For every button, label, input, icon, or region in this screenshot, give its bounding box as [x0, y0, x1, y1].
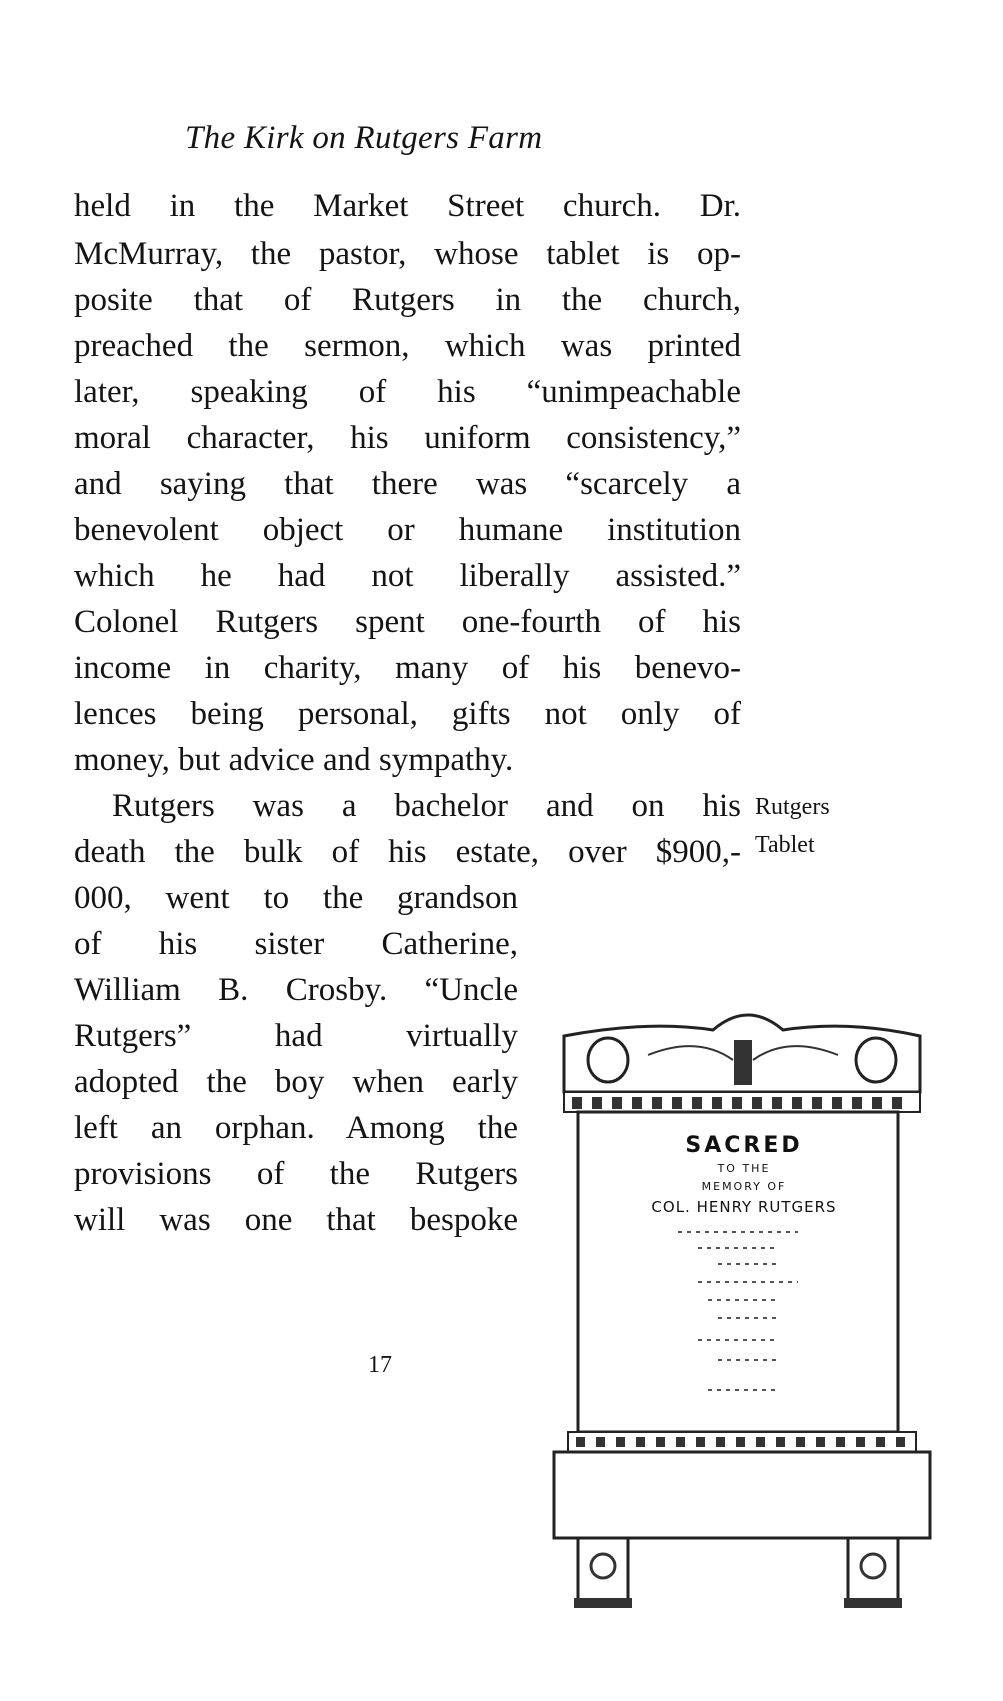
body-line: 000, went to the grandson — [74, 880, 518, 916]
tablet-line-memory: MEMORY OF — [701, 1180, 787, 1193]
body-line: William B. Crosby. “Uncle — [74, 972, 518, 1008]
tablet-line-name: COL. HENRY RUTGERS — [651, 1198, 837, 1216]
body-line: Rutgers” had virtually — [74, 1018, 518, 1054]
body-line: later, speaking of his “unimpeachable — [74, 374, 741, 410]
body-line: lences being personal, gifts not only of — [74, 696, 741, 732]
body-line: and saying that there was “scarcely a — [74, 466, 741, 502]
tablet-line-sacred: SACRED — [685, 1133, 803, 1158]
body-line: Rutgers was a bachelor and on his — [112, 788, 741, 824]
body-line: provisions of the Rutgers — [74, 1156, 518, 1192]
body-line: moral character, his uniform consistency,” — [74, 420, 741, 456]
page-number: 17 — [368, 1352, 392, 1378]
body-line: which he had not liberally assisted.” — [74, 558, 741, 594]
body-line: held in the Market Street church. Dr. — [74, 188, 741, 224]
body-line: money, but advice and sympathy. — [74, 742, 514, 778]
body-line: income in charity, many of his benevo- — [74, 650, 741, 686]
body-line: adopted the boy when early — [74, 1064, 518, 1100]
body-line: left an orphan. Among the — [74, 1110, 518, 1146]
body-line: benevolent object or humane institution — [74, 512, 741, 548]
tablet-line-to-the: TO THE — [717, 1162, 771, 1175]
sidenote-tablet: Tablet — [755, 832, 815, 858]
body-line: death the bulk of his estate, over $900,- — [74, 834, 741, 870]
body-line: will was one that bespoke — [74, 1202, 518, 1238]
body-line: of his sister Catherine, — [74, 926, 518, 962]
body-line: Colonel Rutgers spent one-fourth of his — [74, 604, 741, 640]
body-line: posite that of Rutgers in the church, — [74, 282, 741, 318]
body-line: preached the sermon, which was printed — [74, 328, 741, 364]
sidenote-rutgers: Rutgers — [755, 794, 830, 820]
tablet-illustration — [548, 1000, 938, 1620]
body-line: McMurray, the pastor, whose tablet is op- — [74, 236, 741, 272]
running-head: The Kirk on Rutgers Farm — [185, 120, 543, 156]
